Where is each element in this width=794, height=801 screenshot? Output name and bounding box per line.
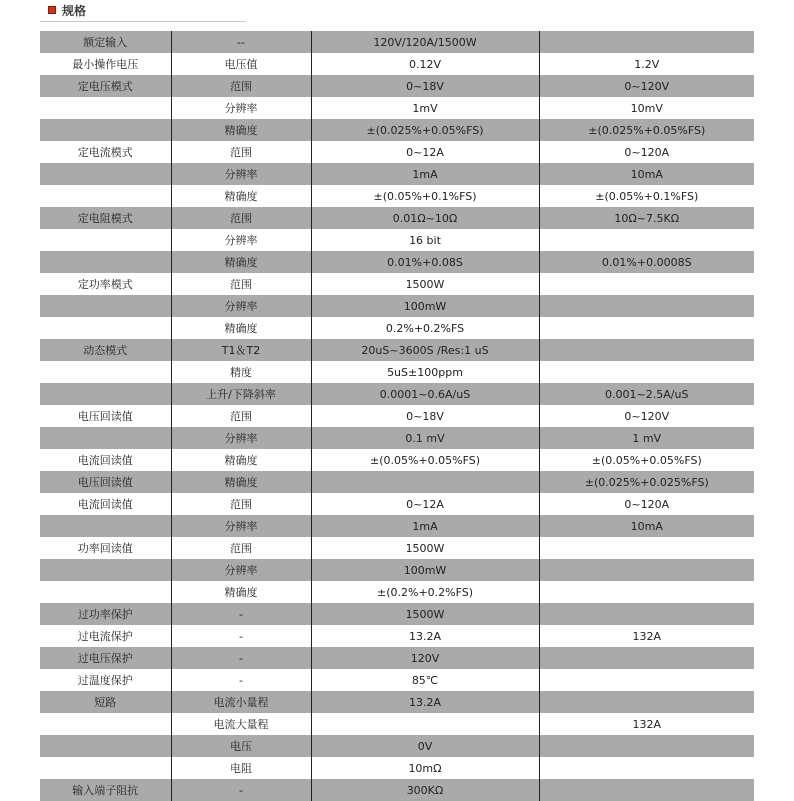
table-row [40, 229, 754, 251]
high-range-value-cell: 0.01%+0.0008S [539, 251, 754, 273]
param-cell: 范围 [171, 493, 311, 515]
high-range-value-cell [539, 581, 754, 603]
low-range-value-cell: 0~18V [311, 75, 539, 97]
param-cell: 分辨率 [171, 427, 311, 449]
item-cell: 过温度保护 [40, 669, 171, 691]
low-range-value-cell: 1500W [311, 603, 539, 625]
param-cell: 精确度 [171, 449, 311, 471]
param-cell: -- [171, 31, 311, 53]
high-range-value-cell: 0.001~2.5A/uS [539, 383, 754, 405]
table-row [40, 537, 754, 559]
item-cell [40, 559, 171, 581]
high-range-value-cell: 0~120V [539, 405, 754, 427]
high-range-value-cell: 1.2V [539, 53, 754, 75]
table-row [40, 647, 754, 669]
low-range-value-cell: ±(0.2%+0.2%FS) [311, 581, 539, 603]
high-range-value-cell: ±(0.025%+0.05%FS) [539, 119, 754, 141]
param-cell: 电流大量程 [171, 713, 311, 735]
param-cell: T1＆T2 [171, 339, 311, 361]
high-range-value-cell: 0~120A [539, 141, 754, 163]
table-row [40, 119, 754, 141]
param-cell: 电流小量程 [171, 691, 311, 713]
item-cell: 电流回读值 [40, 493, 171, 515]
item-cell: 过功率保护 [40, 603, 171, 625]
low-range-value-cell: 13.2A [311, 691, 539, 713]
table-row [40, 317, 754, 339]
high-range-value-cell: 0~120A [539, 493, 754, 515]
item-cell: 电压回读值 [40, 471, 171, 493]
low-range-value-cell: 1500W [311, 537, 539, 559]
table-row [40, 669, 754, 691]
low-range-value-cell: 16 bit [311, 229, 539, 251]
param-cell: - [171, 625, 311, 647]
table-row [40, 141, 754, 163]
low-range-value-cell: 100mW [311, 295, 539, 317]
high-range-value-cell: 10mA [539, 163, 754, 185]
item-cell: 电压回读值 [40, 405, 171, 427]
high-range-value-cell: ±(0.05%+0.1%FS) [539, 185, 754, 207]
low-range-value-cell: 0~12A [311, 141, 539, 163]
low-range-value-cell: 0~12A [311, 493, 539, 515]
param-cell: - [171, 603, 311, 625]
item-cell [40, 295, 171, 317]
low-range-value-cell: 0.0001~0.6A/uS [311, 383, 539, 405]
high-range-value-cell [539, 603, 754, 625]
high-range-value-cell [539, 339, 754, 361]
param-cell: 精确度 [171, 119, 311, 141]
table-row [40, 31, 754, 53]
table-row [40, 273, 754, 295]
item-cell [40, 383, 171, 405]
high-range-value-cell: 1 mV [539, 427, 754, 449]
table-row [40, 449, 754, 471]
high-range-value-cell [539, 317, 754, 339]
high-range-value-cell [539, 273, 754, 295]
low-range-value-cell: 0V [311, 735, 539, 757]
low-range-value-cell: 13.2A [311, 625, 539, 647]
low-range-value-cell: 0.1 mV [311, 427, 539, 449]
table-row [40, 405, 754, 427]
param-cell: 范围 [171, 537, 311, 559]
low-range-value-cell: 10mΩ [311, 757, 539, 779]
param-cell: 分辨率 [171, 295, 311, 317]
table-row [40, 559, 754, 581]
item-cell [40, 97, 171, 119]
item-cell [40, 515, 171, 537]
item-cell [40, 735, 171, 757]
item-cell: 动态模式 [40, 339, 171, 361]
item-cell [40, 229, 171, 251]
item-cell [40, 427, 171, 449]
high-range-value-cell [539, 779, 754, 801]
spec-table [40, 31, 754, 801]
high-range-value-cell: 10Ω~7.5KΩ [539, 207, 754, 229]
param-cell: - [171, 647, 311, 669]
low-range-value-cell: 1mA [311, 515, 539, 537]
item-cell [40, 251, 171, 273]
item-cell: 额定输入 [40, 31, 171, 53]
high-range-value-cell: 132A [539, 625, 754, 647]
low-range-value-cell [311, 471, 539, 493]
param-cell: 分辨率 [171, 515, 311, 537]
param-cell: 分辨率 [171, 163, 311, 185]
low-range-value-cell: 5uS±100ppm [311, 361, 539, 383]
low-range-value-cell: 100mW [311, 559, 539, 581]
param-cell: 范围 [171, 75, 311, 97]
low-range-value-cell: 0~18V [311, 405, 539, 427]
param-cell: 精确度 [171, 581, 311, 603]
item-cell: 定电压模式 [40, 75, 171, 97]
high-range-value-cell [539, 31, 754, 53]
high-range-value-cell [539, 361, 754, 383]
high-range-value-cell: ±(0.05%+0.05%FS) [539, 449, 754, 471]
item-cell: 短路 [40, 691, 171, 713]
table-row [40, 295, 754, 317]
section-header [40, 0, 246, 22]
item-cell [40, 185, 171, 207]
table-row [40, 493, 754, 515]
table-row [40, 163, 754, 185]
param-cell: - [171, 669, 311, 691]
param-cell: 精度 [171, 361, 311, 383]
table-row [40, 581, 754, 603]
item-cell: 过电压保护 [40, 647, 171, 669]
table-row [40, 185, 754, 207]
item-cell [40, 581, 171, 603]
low-range-value-cell: 300KΩ [311, 779, 539, 801]
param-cell: 分辨率 [171, 97, 311, 119]
table-row [40, 713, 754, 735]
table-row [40, 735, 754, 757]
high-range-value-cell [539, 537, 754, 559]
table-row [40, 251, 754, 273]
low-range-value-cell: 120V/120A/1500W [311, 31, 539, 53]
table-row [40, 757, 754, 779]
table-row [40, 383, 754, 405]
table-row [40, 97, 754, 119]
param-cell: 电压值 [171, 53, 311, 75]
high-range-value-cell [539, 559, 754, 581]
table-row [40, 207, 754, 229]
item-cell [40, 163, 171, 185]
low-range-value-cell: 1mV [311, 97, 539, 119]
low-range-value-cell: 0.01%+0.08S [311, 251, 539, 273]
table-row [40, 53, 754, 75]
table-row [40, 515, 754, 537]
param-cell: 精确度 [171, 471, 311, 493]
item-cell: 输入端子阻抗 [40, 779, 171, 801]
table-row [40, 339, 754, 361]
table-row [40, 471, 754, 493]
param-cell: 分辨率 [171, 559, 311, 581]
item-cell [40, 119, 171, 141]
high-range-value-cell [539, 735, 754, 757]
param-cell: 范围 [171, 207, 311, 229]
item-cell: 定电阻模式 [40, 207, 171, 229]
high-range-value-cell: 10mA [539, 515, 754, 537]
high-range-value-cell [539, 669, 754, 691]
param-cell: 电压 [171, 735, 311, 757]
table-row [40, 75, 754, 97]
item-cell: 过电流保护 [40, 625, 171, 647]
item-cell: 电流回读值 [40, 449, 171, 471]
high-range-value-cell [539, 229, 754, 251]
param-cell: 精确度 [171, 251, 311, 273]
item-cell [40, 757, 171, 779]
param-cell: 范围 [171, 273, 311, 295]
item-cell: 最小操作电压 [40, 53, 171, 75]
square-bullet-icon [48, 6, 56, 14]
param-cell: 分辨率 [171, 229, 311, 251]
item-cell [40, 317, 171, 339]
high-range-value-cell [539, 757, 754, 779]
low-range-value-cell: 85℃ [311, 669, 539, 691]
item-cell: 定功率模式 [40, 273, 171, 295]
item-cell: 定电流模式 [40, 141, 171, 163]
item-cell [40, 361, 171, 383]
table-row [40, 625, 754, 647]
high-range-value-cell: 10mV [539, 97, 754, 119]
low-range-value-cell: ±(0.025%+0.05%FS) [311, 119, 539, 141]
param-cell: 电阻 [171, 757, 311, 779]
table-row [40, 361, 754, 383]
item-cell: 功率回读值 [40, 537, 171, 559]
table-row [40, 691, 754, 713]
high-range-value-cell: 132A [539, 713, 754, 735]
high-range-value-cell: 0~120V [539, 75, 754, 97]
table-row [40, 603, 754, 625]
high-range-value-cell [539, 295, 754, 317]
low-range-value-cell: 20uS~3600S /Res:1 uS [311, 339, 539, 361]
param-cell: 精确度 [171, 317, 311, 339]
low-range-value-cell: 0.12V [311, 53, 539, 75]
section-title: 规格 [62, 4, 87, 18]
low-range-value-cell: 0.01Ω~10Ω [311, 207, 539, 229]
low-range-value-cell [311, 713, 539, 735]
param-cell: 范围 [171, 141, 311, 163]
low-range-value-cell: 1500W [311, 273, 539, 295]
param-cell: 上升/下降斜率 [171, 383, 311, 405]
low-range-value-cell: 120V [311, 647, 539, 669]
low-range-value-cell: 1mA [311, 163, 539, 185]
param-cell: - [171, 779, 311, 801]
low-range-value-cell: ±(0.05%+0.05%FS) [311, 449, 539, 471]
low-range-value-cell: ±(0.05%+0.1%FS) [311, 185, 539, 207]
table-row [40, 779, 754, 801]
param-cell: 精确度 [171, 185, 311, 207]
param-cell: 范围 [171, 405, 311, 427]
table-row [40, 427, 754, 449]
high-range-value-cell: ±(0.025%+0.025%FS) [539, 471, 754, 493]
high-range-value-cell [539, 647, 754, 669]
low-range-value-cell: 0.2%+0.2%FS [311, 317, 539, 339]
high-range-value-cell [539, 691, 754, 713]
item-cell [40, 713, 171, 735]
